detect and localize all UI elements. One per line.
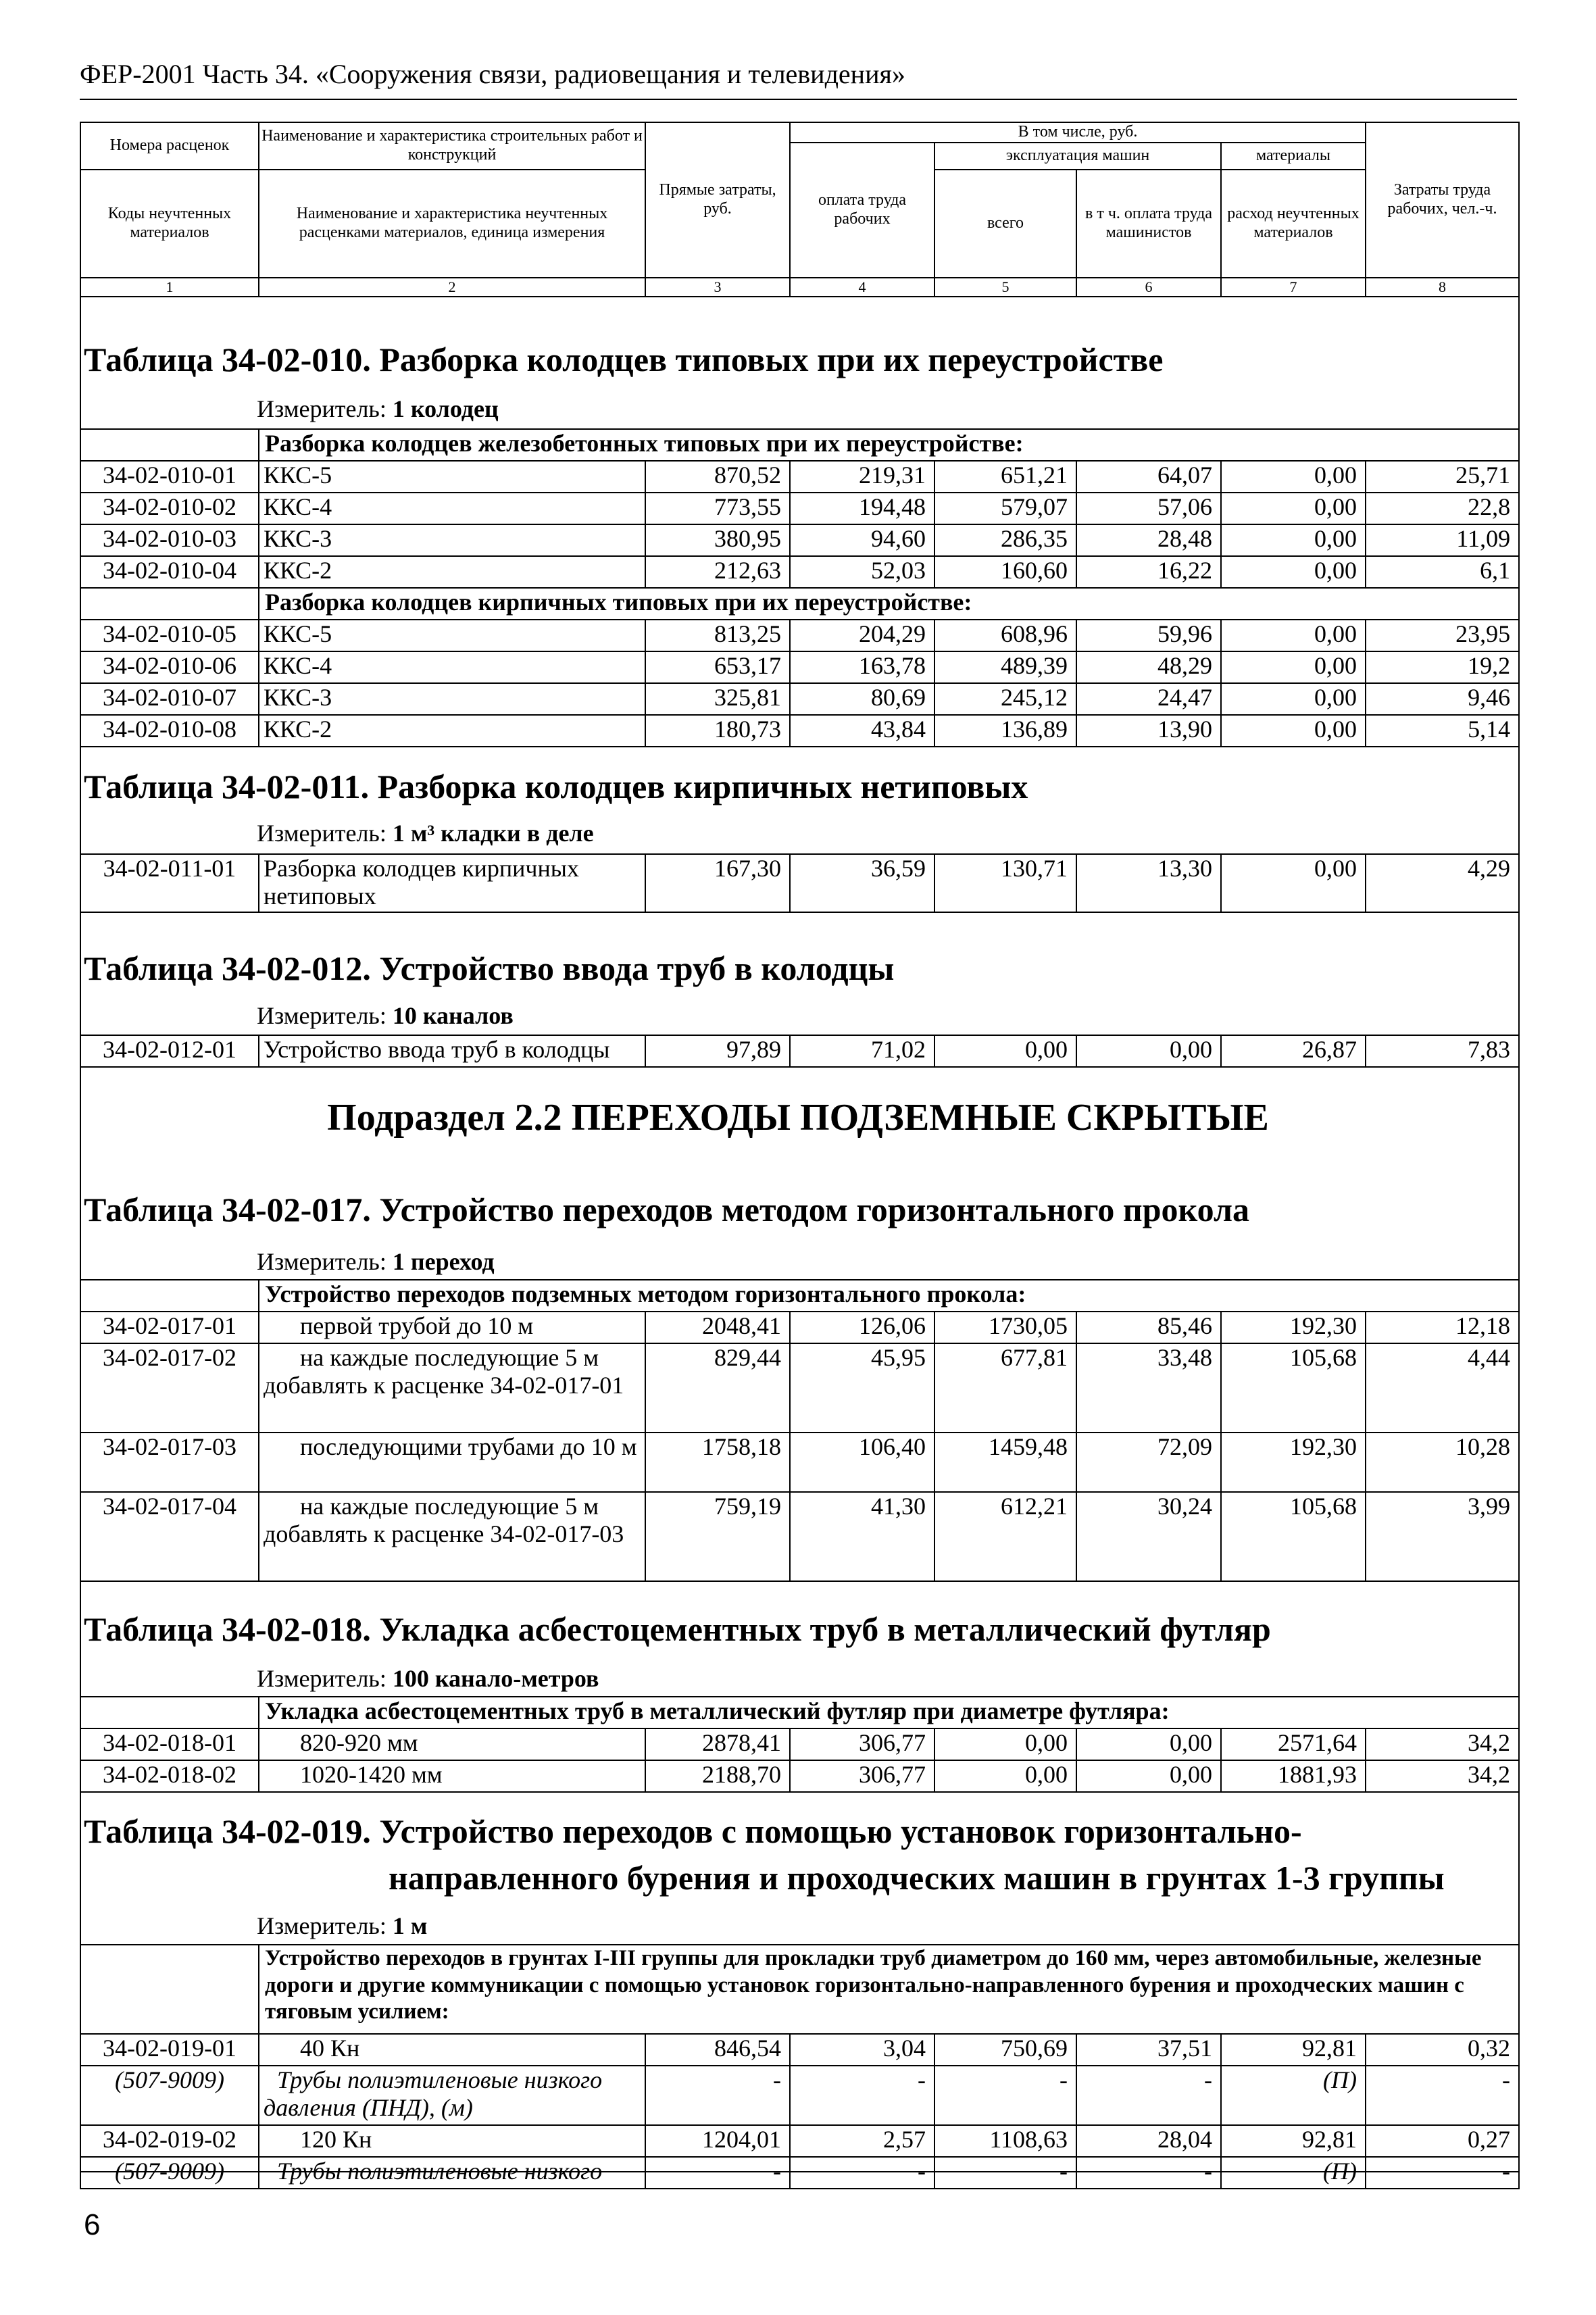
labor-pay: 71,02 <box>790 1035 934 1067</box>
col-labor-hours: Затраты труда рабочих, чел.-ч. <box>1366 122 1519 278</box>
labor-hours: 4,29 <box>1366 854 1519 912</box>
direct-costs: - <box>645 2066 790 2125</box>
labor-pay: - <box>790 2066 934 2125</box>
machines-total: 608,96 <box>934 620 1076 651</box>
labor-pay: 36,59 <box>790 854 934 912</box>
materials: 92,81 <box>1221 2125 1366 2157</box>
machinists-pay: 33,48 <box>1076 1343 1221 1433</box>
machinists-pay: 13,30 <box>1076 854 1221 912</box>
rate-code: 34-02-010-06 <box>80 651 259 683</box>
measure-label: Измеритель: <box>257 395 386 422</box>
direct-costs: 380,95 <box>645 524 790 556</box>
measure-value: 1 м <box>392 1912 428 1939</box>
materials: 0,00 <box>1221 461 1366 493</box>
rate-code: 34-02-017-03 <box>80 1433 259 1492</box>
machines-total: 677,81 <box>934 1343 1076 1433</box>
table-title: Таблица 34-02-012. Устройство ввода труб в колодцы <box>84 949 895 987</box>
rate-name: ККС-3 <box>259 683 645 715</box>
measure-value: 1 переход <box>392 1248 495 1275</box>
machinists-pay: 0,00 <box>1076 1760 1221 1792</box>
table-row <box>80 620 1519 651</box>
labor-pay: 94,60 <box>790 524 934 556</box>
table-title: Таблица 34-02-017. Устройство переходов методом горизонтального прокола <box>84 1191 1250 1228</box>
materials: 0,00 <box>1221 620 1366 651</box>
measure <box>257 1001 514 1030</box>
labor-hours: 19,2 <box>1366 651 1519 683</box>
rate-code: 34-02-019-02 <box>80 2125 259 2157</box>
table-row <box>80 556 1519 588</box>
machinists-pay: 37,51 <box>1076 2034 1221 2066</box>
direct-costs: 2188,70 <box>645 1760 790 1792</box>
table-row <box>80 854 1519 912</box>
machines-total: - <box>934 2157 1076 2189</box>
measure <box>257 819 594 847</box>
direct-costs: 870,52 <box>645 461 790 493</box>
machinists-pay: 13,90 <box>1076 715 1221 747</box>
direct-costs: 653,17 <box>645 651 790 683</box>
labor-pay: 80,69 <box>790 683 934 715</box>
materials: 192,30 <box>1221 1312 1366 1343</box>
rate-name: ККС-2 <box>259 556 645 588</box>
subsection-heading: Подраздел 2.2 ПЕРЕХОДЫ ПОДЗЕМНЫЕ СКРЫТЫЕ <box>327 1097 1269 1139</box>
labor-pay: 163,78 <box>790 651 934 683</box>
machines-total: 1730,05 <box>934 1312 1076 1343</box>
rate-name: первой трубой до 10 м <box>259 1312 645 1343</box>
table-row <box>80 2034 1519 2066</box>
machinists-pay: 0,00 <box>1076 1728 1221 1760</box>
table-row <box>80 1728 1519 1760</box>
measure-value: 1 колодец <box>392 395 499 422</box>
labor-pay: 41,30 <box>790 1492 934 1581</box>
direct-costs: 1204,01 <box>645 2125 790 2157</box>
table-title: Таблица 34-02-011. Разборка колодцев кирпичных нетиповых <box>84 768 1028 805</box>
labor-pay: 204,29 <box>790 620 934 651</box>
material-name: Трубы полиэтиленовые низкого <box>259 2157 645 2189</box>
materials: 0,00 <box>1221 683 1366 715</box>
table-row <box>80 1035 1519 1067</box>
table-title: Таблица 34-02-019. Устройство переходов с помощью установок горизонтально- <box>84 1812 1302 1850</box>
material-code: (507-9009) <box>80 2066 259 2125</box>
direct-costs: 1758,18 <box>645 1433 790 1492</box>
table-row <box>80 2157 1519 2189</box>
materials: 0,00 <box>1221 715 1366 747</box>
measure-label: Измеритель: <box>257 1248 386 1275</box>
direct-costs: 2048,41 <box>645 1312 790 1343</box>
rate-code: 34-02-011-01 <box>80 854 259 912</box>
labor-pay: 2,57 <box>790 2125 934 2157</box>
measure <box>257 1912 427 1940</box>
materials: 0,00 <box>1221 556 1366 588</box>
machines-total: 286,35 <box>934 524 1076 556</box>
group-heading: Укладка асбестоцементных труб в металлический футляр при диаметре футляра: <box>259 1697 1519 1728</box>
machinists-pay: 16,22 <box>1076 556 1221 588</box>
machines-total: 136,89 <box>934 715 1076 747</box>
labor-pay: 306,77 <box>790 1728 934 1760</box>
machines-total: 245,12 <box>934 683 1076 715</box>
rate-code: 34-02-010-03 <box>80 524 259 556</box>
rate-code: 34-02-017-04 <box>80 1492 259 1581</box>
machines-total: - <box>934 2066 1076 2125</box>
rate-code: 34-02-017-01 <box>80 1312 259 1343</box>
machinists-pay: 48,29 <box>1076 651 1221 683</box>
rate-name: 120 Кн <box>259 2125 645 2157</box>
page-number: 6 <box>84 2208 101 2241</box>
col-labor-pay: оплата труда рабочих <box>790 143 934 278</box>
machinists-pay: 30,24 <box>1076 1492 1221 1581</box>
rate-name: ККС-4 <box>259 651 645 683</box>
machines-total: 612,21 <box>934 1492 1076 1581</box>
rate-code: 34-02-018-02 <box>80 1760 259 1792</box>
table-row <box>80 461 1519 493</box>
material-name: Трубы полиэтиленовые низкого давления (ПНД), (м) <box>259 2066 645 2125</box>
col-machines: эксплуатация машин <box>934 143 1221 170</box>
rate-name: ККС-4 <box>259 493 645 524</box>
labor-pay: 43,84 <box>790 715 934 747</box>
rate-name: на каждые последующие 5 м добавлять к расценке 34-02-017-01 <box>259 1343 645 1433</box>
machinists-pay: - <box>1076 2157 1221 2189</box>
machines-total: 1108,63 <box>934 2125 1076 2157</box>
labor-pay: 45,95 <box>790 1343 934 1433</box>
col-num: 4 <box>790 278 934 297</box>
rate-name: 820-920 мм <box>259 1728 645 1760</box>
measure <box>257 1247 495 1276</box>
rates-table <box>80 428 1520 747</box>
col-incl: В том числе, руб. <box>790 122 1366 143</box>
rate-name: ККС-2 <box>259 715 645 747</box>
materials: 92,81 <box>1221 2034 1366 2066</box>
machinists-pay: 57,06 <box>1076 493 1221 524</box>
direct-costs: 829,44 <box>645 1343 790 1433</box>
col-direct-costs: Прямые затраты, руб. <box>645 122 790 278</box>
labor-hours: 25,71 <box>1366 461 1519 493</box>
measure-label: Измеритель: <box>257 1002 386 1029</box>
labor-pay: 3,04 <box>790 2034 934 2066</box>
rate-code: 34-02-019-01 <box>80 2034 259 2066</box>
direct-costs: 846,54 <box>645 2034 790 2066</box>
measure-label: Измеритель: <box>257 820 386 847</box>
table-row <box>80 1760 1519 1792</box>
materials: (П) <box>1221 2066 1366 2125</box>
direct-costs: 759,19 <box>645 1492 790 1581</box>
labor-hours: 12,18 <box>1366 1312 1519 1343</box>
machinists-pay: 28,48 <box>1076 524 1221 556</box>
machinists-pay: 85,46 <box>1076 1312 1221 1343</box>
direct-costs: 180,73 <box>645 715 790 747</box>
materials: (П) <box>1221 2157 1366 2189</box>
labor-hours: 6,1 <box>1366 556 1519 588</box>
labor-hours: 3,99 <box>1366 1492 1519 1581</box>
labor-hours: 10,28 <box>1366 1433 1519 1492</box>
machinists-pay: 0,00 <box>1076 1035 1221 1067</box>
table-row <box>80 1343 1519 1433</box>
labor-pay: 106,40 <box>790 1433 934 1492</box>
col-num: 7 <box>1221 278 1366 297</box>
rate-name: Устройство ввода труб в колодцы <box>259 1035 645 1067</box>
table-row <box>80 1433 1519 1492</box>
table-title: Таблица 34-02-018. Укладка асбестоцементных труб в металлический футляр <box>84 1610 1271 1648</box>
labor-hours: 11,09 <box>1366 524 1519 556</box>
table-row <box>80 1312 1519 1343</box>
col-num: 5 <box>934 278 1076 297</box>
rate-code: 34-02-018-01 <box>80 1728 259 1760</box>
table-row <box>80 2125 1519 2157</box>
materials: 1881,93 <box>1221 1760 1366 1792</box>
labor-hours: - <box>1366 2066 1519 2125</box>
machines-total: 0,00 <box>934 1760 1076 1792</box>
measure <box>257 1664 599 1693</box>
labor-hours: 9,46 <box>1366 683 1519 715</box>
machinists-pay: 72,09 <box>1076 1433 1221 1492</box>
labor-hours: - <box>1366 2157 1519 2189</box>
direct-costs: 813,25 <box>645 620 790 651</box>
rates-table <box>80 1696 1520 1793</box>
labor-hours: 7,83 <box>1366 1035 1519 1067</box>
table-title-cont: направленного бурения и проходческих машин в грунтах 1-3 группы <box>389 1859 1445 1897</box>
machinists-pay: 64,07 <box>1076 461 1221 493</box>
labor-hours: 34,2 <box>1366 1728 1519 1760</box>
direct-costs: 325,81 <box>645 683 790 715</box>
rate-code: 34-02-010-08 <box>80 715 259 747</box>
col-num: 3 <box>645 278 790 297</box>
direct-costs: 167,30 <box>645 854 790 912</box>
rate-name: Разборка колодцев кирпичных нетиповых <box>259 854 645 912</box>
machines-total: 0,00 <box>934 1035 1076 1067</box>
group-heading: Разборка колодцев кирпичных типовых при их переустройстве: <box>259 588 1519 620</box>
direct-costs: - <box>645 2157 790 2189</box>
rates-table <box>80 853 1520 913</box>
group-heading: Разборка колодцев железобетонных типовых при их переустройстве: <box>259 429 1519 461</box>
direct-costs: 2878,41 <box>645 1728 790 1760</box>
col-total: всего <box>934 170 1076 278</box>
labor-pay: - <box>790 2157 934 2189</box>
rate-code: 34-02-010-02 <box>80 493 259 524</box>
column-header-table <box>80 122 1520 297</box>
labor-pay: 52,03 <box>790 556 934 588</box>
labor-hours: 23,95 <box>1366 620 1519 651</box>
materials: 0,00 <box>1221 493 1366 524</box>
table-row <box>80 1492 1519 1581</box>
rates-table <box>80 1279 1520 1582</box>
direct-costs: 212,63 <box>645 556 790 588</box>
machines-total: 489,39 <box>934 651 1076 683</box>
table-title: Таблица 34-02-010. Разборка колодцев типовых при их переустройстве <box>84 341 1164 378</box>
machines-total: 579,07 <box>934 493 1076 524</box>
col-num: 1 <box>80 278 259 297</box>
rate-code: 34-02-010-07 <box>80 683 259 715</box>
rate-name: 1020-1420 мм <box>259 1760 645 1792</box>
labor-hours: 34,2 <box>1366 1760 1519 1792</box>
machines-total: 0,00 <box>934 1728 1076 1760</box>
table-row <box>80 493 1519 524</box>
materials: 0,00 <box>1221 854 1366 912</box>
rate-code: 34-02-010-05 <box>80 620 259 651</box>
page-header: ФЕР-2001 Часть 34. «Сооружения связи, радиовещания и телевидения» <box>80 59 905 89</box>
table-row <box>80 683 1519 715</box>
machines-total: 1459,48 <box>934 1433 1076 1492</box>
machines-total: 130,71 <box>934 854 1076 912</box>
materials: 2571,64 <box>1221 1728 1366 1760</box>
rate-code: 34-02-010-04 <box>80 556 259 588</box>
labor-hours: 22,8 <box>1366 493 1519 524</box>
materials: 0,00 <box>1221 524 1366 556</box>
machines-total: 651,21 <box>934 461 1076 493</box>
labor-pay: 194,48 <box>790 493 934 524</box>
col-num: 8 <box>1366 278 1519 297</box>
col-rate-numbers: Номера расценок <box>80 122 259 170</box>
machinists-pay: - <box>1076 2066 1221 2125</box>
measure-label: Измеритель: <box>257 1665 386 1692</box>
rate-code: 34-02-010-01 <box>80 461 259 493</box>
table-row <box>80 524 1519 556</box>
rate-code: 34-02-017-02 <box>80 1343 259 1433</box>
direct-costs: 97,89 <box>645 1035 790 1067</box>
materials: 0,00 <box>1221 651 1366 683</box>
col-incl-machinists: в т ч. оплата труда машинистов <box>1076 170 1221 278</box>
machinists-pay: 28,04 <box>1076 2125 1221 2157</box>
rate-name: на каждые последующие 5 м добавлять к расценке 34-02-017-03 <box>259 1492 645 1581</box>
group-heading: Устройство переходов в грунтах I-III группы для прокладки труб диаметром до 160 мм, через автомобильные, железные дороги и другие коммуникации с помощью установок горизонтально-направленного бурения и проходческих машин с тяговым усилием: <box>259 1945 1519 2034</box>
col-num: 2 <box>259 278 645 297</box>
material-code: (507-9009) <box>80 2157 259 2189</box>
rate-name: ККС-5 <box>259 620 645 651</box>
col-codes: Коды неучтенных материалов <box>80 170 259 278</box>
col-work-name: Наименование и характеристика строительных работ и конструкций <box>259 122 645 170</box>
measure-value: 10 каналов <box>392 1002 514 1029</box>
rates-table <box>80 1944 1520 2189</box>
labor-pay: 306,77 <box>790 1760 934 1792</box>
rate-name: ККС-3 <box>259 524 645 556</box>
direct-costs: 773,55 <box>645 493 790 524</box>
labor-hours: 0,27 <box>1366 2125 1519 2157</box>
labor-hours: 4,44 <box>1366 1343 1519 1433</box>
table-row <box>80 2066 1519 2125</box>
col-num: 6 <box>1076 278 1221 297</box>
labor-hours: 0,32 <box>1366 2034 1519 2066</box>
col-consumption: расход неучтенных материалов <box>1221 170 1366 278</box>
labor-pay: 126,06 <box>790 1312 934 1343</box>
measure-value: 1 м³ кладки в деле <box>392 820 594 847</box>
measure-label: Измеритель: <box>257 1912 386 1939</box>
machinists-pay: 24,47 <box>1076 683 1221 715</box>
machinists-pay: 59,96 <box>1076 620 1221 651</box>
machines-total: 750,69 <box>934 2034 1076 2066</box>
rate-name: ККС-5 <box>259 461 645 493</box>
measure-value: 100 канало-метров <box>392 1665 599 1692</box>
header-rule <box>80 99 1517 100</box>
materials: 105,68 <box>1221 1343 1366 1433</box>
measure <box>257 395 499 423</box>
col-material-name: Наименование и характеристика неучтенных расценками материалов, единица измерения <box>259 170 645 278</box>
rate-name: 40 Кн <box>259 2034 645 2066</box>
rate-code: 34-02-012-01 <box>80 1035 259 1067</box>
table-row <box>80 715 1519 747</box>
rate-name: последующими трубами до 10 м <box>259 1433 645 1492</box>
rates-table <box>80 1035 1520 1068</box>
materials: 105,68 <box>1221 1492 1366 1581</box>
materials: 192,30 <box>1221 1433 1366 1492</box>
labor-hours: 5,14 <box>1366 715 1519 747</box>
table-row <box>80 651 1519 683</box>
group-heading: Устройство переходов подземных методом горизонтального прокола: <box>259 1280 1519 1312</box>
machines-total: 160,60 <box>934 556 1076 588</box>
labor-pay: 219,31 <box>790 461 934 493</box>
materials: 26,87 <box>1221 1035 1366 1067</box>
col-materials: материалы <box>1221 143 1366 170</box>
